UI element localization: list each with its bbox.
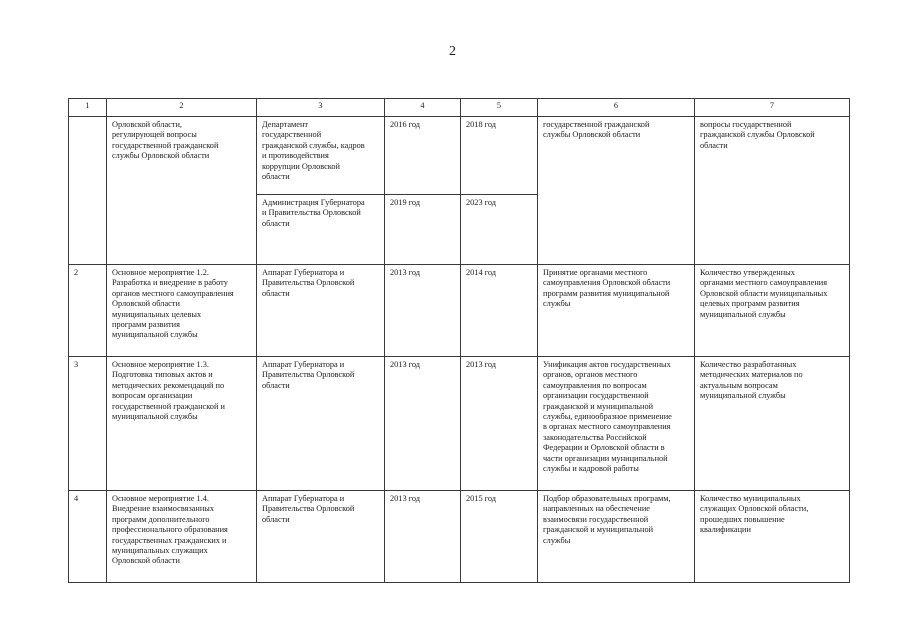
header-col-2: 2 (107, 99, 257, 117)
indicator-text: Количество утвержденных органами местного самоуправления Орловской области муниципальных целевых программ развития муниципальной службы (700, 268, 828, 319)
start-year-cell: 2013 год (385, 265, 461, 357)
result-cell (538, 265, 695, 357)
indicator-cell (695, 491, 850, 583)
result-cell (538, 491, 695, 583)
header-row (69, 99, 850, 117)
executor-cell (257, 195, 385, 265)
measure-cell (107, 357, 257, 491)
row-number-cell: 3 (69, 357, 107, 491)
table-row (69, 117, 850, 195)
measure-text: Основное мероприятие 1.2. Разработка и внедрение в работу органов местного самоуправления Орловской области муниципальных целевых программ развития муниципальной службы (112, 268, 234, 340)
page-number: 2 (449, 44, 456, 59)
indicator-text: Количество муниципальных служащих Орловской области, прошедших повышение квалификации (700, 494, 809, 535)
measure-text: Основное мероприятие 1.3. Подготовка типовых актов и методических рекомендаций по вопросам организации государственной гражданской и муниципальной службы (112, 360, 225, 422)
header-col-5: 5 (461, 99, 538, 117)
executor-cell (257, 491, 385, 583)
executor-text: Аппарат Губернатора и Правительства Орловской области (262, 268, 355, 298)
header-col-4: 4 (385, 99, 461, 117)
row-number-cell (69, 117, 107, 265)
start-year-cell: 2019 год (385, 195, 461, 265)
indicator-text: вопросы государственной гражданской службы Орловской области (700, 120, 815, 150)
end-year-cell: 2018 год (461, 117, 538, 195)
indicator-cell (695, 357, 850, 491)
program-measures-table (68, 98, 850, 583)
result-text: Принятие органами местного самоуправления Орловской области программ развития муниципальной службы (543, 268, 671, 309)
table-row (69, 491, 850, 583)
result-text: Унификация актов государственных органов, органов местного самоуправления по вопросам организации государственной гражданской и муниципальной службы, единообразное применение в органах местного самоуправления законодательства Российской Федерации и Орловской области в части организации муниципальной службы и кадровой работы (543, 360, 672, 474)
executor-text: Департамент государственной гражданской службы, кадров и противодействия коррупции Орловской области (262, 120, 365, 182)
row-number-cell: 4 (69, 491, 107, 583)
executor-text: Аппарат Губернатора и Правительства Орловской области (262, 360, 355, 390)
result-text: Подбор образовательных программ, направленных на обеспечение взаимосвязи государственной гражданской и муниципальной службы (543, 494, 671, 545)
executor-cell (257, 265, 385, 357)
measure-cell (107, 117, 257, 265)
result-cell (538, 117, 695, 265)
header-col-1: 1 (69, 99, 107, 117)
executor-text: Администрация Губернатора и Правительства Орловской области (262, 198, 365, 228)
end-year-cell: 2015 год (461, 491, 538, 583)
table-row (69, 265, 850, 357)
measure-cell (107, 265, 257, 357)
table-row (69, 357, 850, 491)
executor-cell (257, 117, 385, 195)
result-text: государственной гражданской службы Орловской области (543, 120, 650, 140)
header-col-7: 7 (695, 99, 850, 117)
indicator-cell (695, 265, 850, 357)
start-year-cell: 2013 год (385, 491, 461, 583)
executor-cell (257, 357, 385, 491)
indicator-cell (695, 117, 850, 265)
end-year-cell: 2014 год (461, 265, 538, 357)
measure-text: Орловской области, регулирующей вопросы государственной гражданской службы Орловской области (112, 120, 219, 161)
end-year-cell: 2013 год (461, 357, 538, 491)
header-col-3: 3 (257, 99, 385, 117)
end-year-cell: 2023 год (461, 195, 538, 265)
result-cell (538, 357, 695, 491)
start-year-cell: 2016 год (385, 117, 461, 195)
indicator-text: Количество разработанных методических материалов по актуальным вопросам муниципальной службы (700, 360, 803, 401)
measure-text: Основное мероприятие 1.4. Внедрение взаимосвязанных программ дополнительного профессионального образования государственных гражданских и муниципальных служащих Орловской области (112, 494, 228, 566)
row-number-cell: 2 (69, 265, 107, 357)
measure-cell (107, 491, 257, 583)
executor-text: Аппарат Губернатора и Правительства Орловской области (262, 494, 355, 524)
start-year-cell: 2013 год (385, 357, 461, 491)
header-col-6: 6 (538, 99, 695, 117)
